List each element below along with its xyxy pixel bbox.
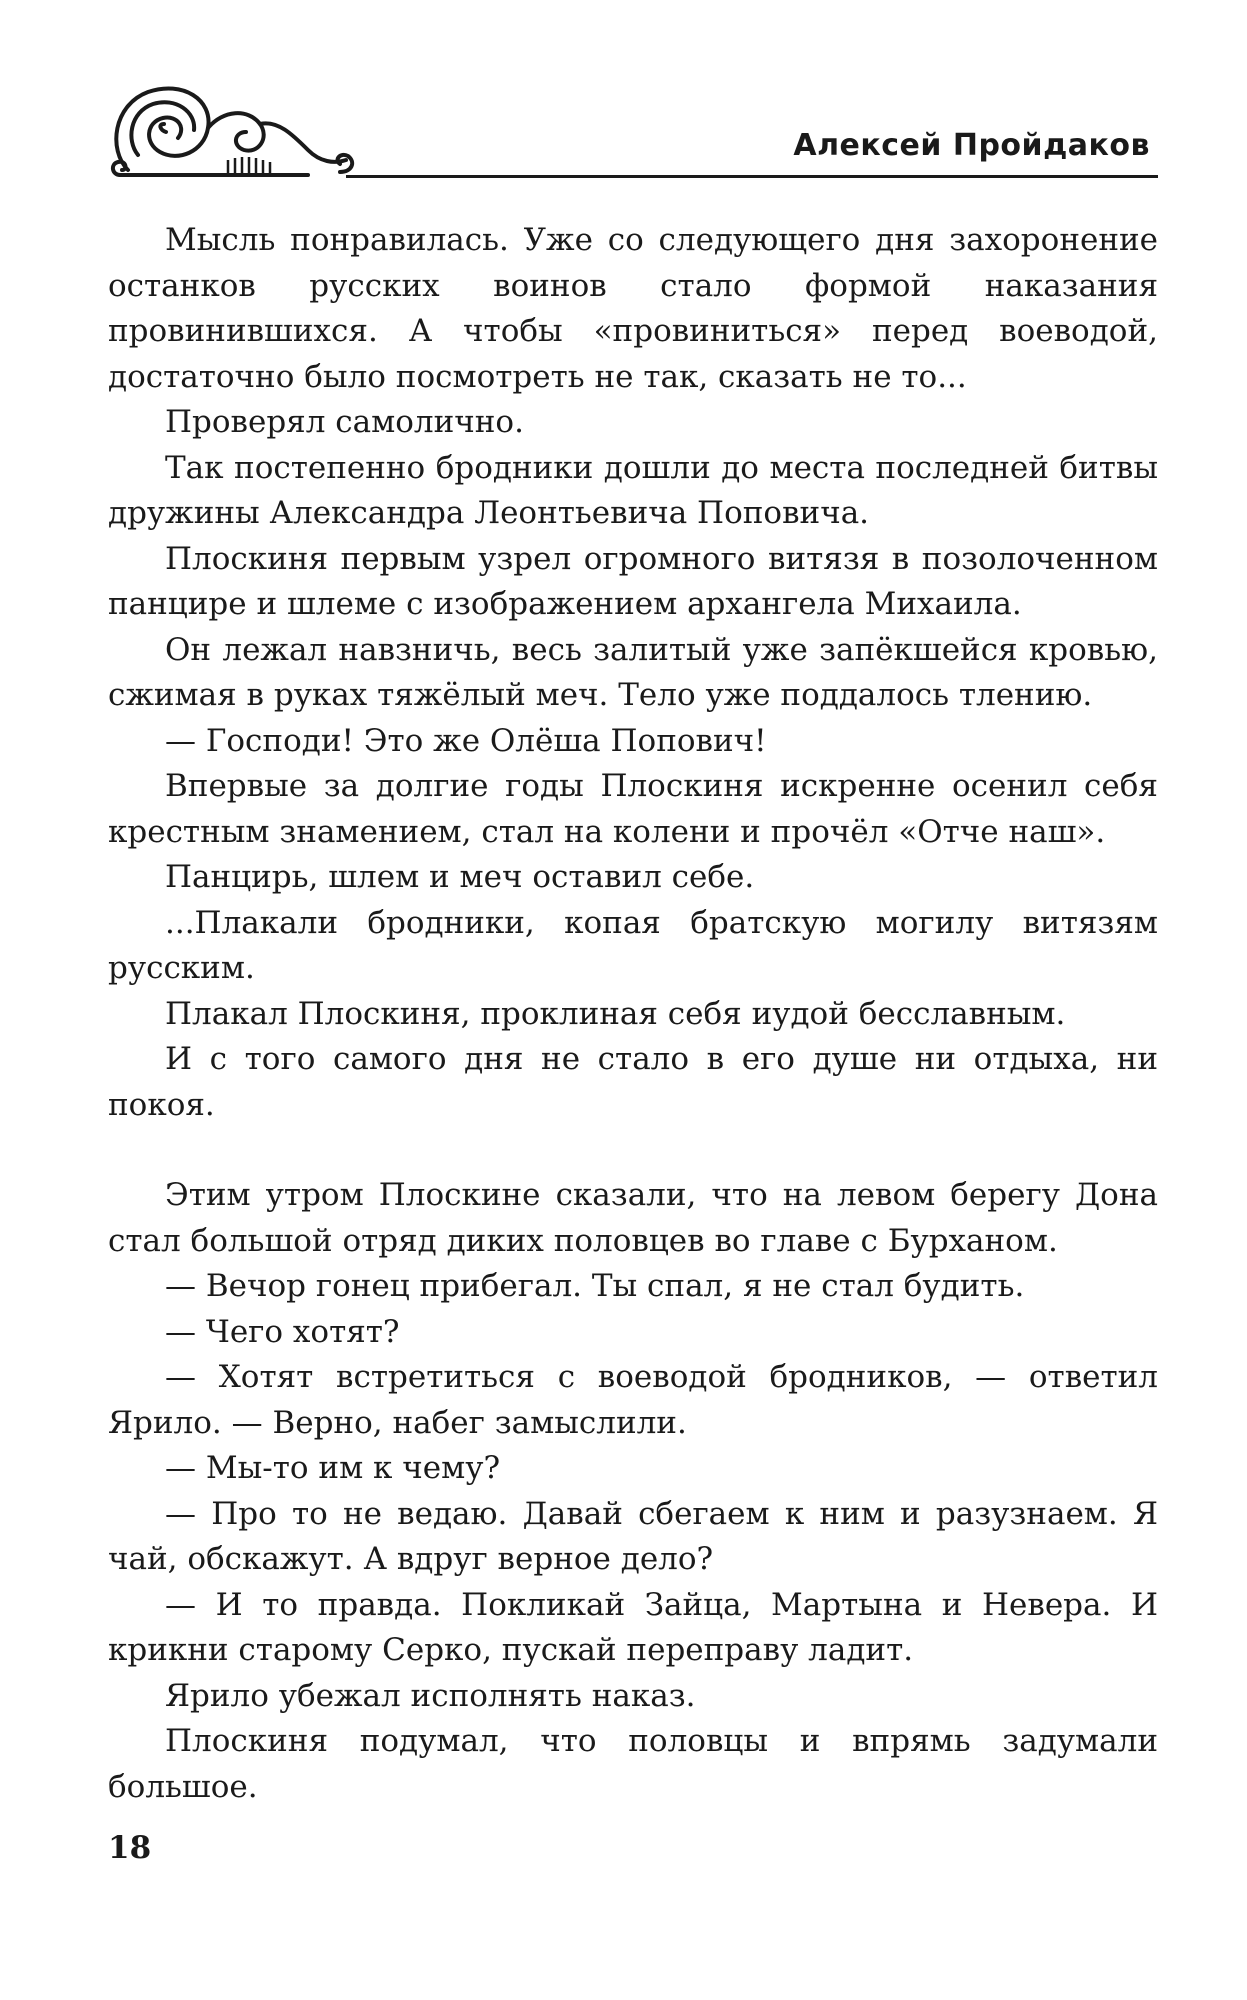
paragraph: — И то правда. Покликай Зайца, Мартына и Невера. И крикни старому Серко, пускай переправу ладит. [108,1586,1158,1668]
scene-break [108,1128,1158,1173]
celtic-knot-ornament-icon [108,80,358,180]
paragraph: Впервые за долгие годы Плоскиня искренне осенил себя крестным знамением, стал на колени и прочёл «Отче наш». [108,768,1158,850]
paragraph: Проверял самолично. [165,404,524,440]
paragraph: — Чего хотят? [165,1313,400,1350]
paragraph: Плоскиня подумал, что половцы и впрямь задумали большое. [108,1723,1158,1805]
paragraph: Ярило убежал исполнять наказ. [165,1677,696,1714]
paragraph: Плоскиня первым узрел огромного витязя в позолоченном панцире и шлеме с изображением архангела Михаила. [108,540,1158,622]
paragraph: — Господи! Это же Олёша Попович! [165,722,767,759]
paragraph: И с того самого дня не стало в его душе ни отдыха, ни покоя. [108,1041,1158,1123]
paragraph: Плакал Плоскиня, проклиная себя иудой бесславным. [165,995,1066,1032]
paragraph: ...Плакали бродники, копая братскую могилу витязям русским. [108,904,1158,986]
header-rule [346,175,1158,178]
paragraph: Мысль понравилась. Уже со следующего дня захоронение останков русских воинов стало формой наказания провинившихся. А чтобы «провиниться» перед воеводой, достаточно было посмотреть не так, сказать не то... [108,222,1158,395]
paragraph: — Вечор гонец прибегал. Ты спал, я не стал будить. [165,1268,1025,1304]
paragraph: Этим утром Плоскине сказали, что на левом берегу Дона стал большой отряд диких половцев во главе с Бурханом. [108,1177,1158,1259]
running-header [108,80,1158,180]
paragraph: — Хотят встретиться с воеводой бродников, — ответил Ярило. — Верно, набег замыслили. [108,1359,1158,1441]
paragraph: — Про то не ведаю. Давай сбегаем к ним и разузнаем. Я чай, обскажут. А вдруг верное дело? [108,1495,1158,1577]
header-author: Алексей Пройдаков [793,128,1150,163]
paragraph: Так постепенно бродники дошли до места последней битвы дружины Александра Леонтьевича Поповича. [108,449,1158,531]
paragraph: — Мы-то им к чему? [165,1450,501,1486]
body-text [108,218,1158,1810]
page-number: 18 [108,1830,152,1866]
paragraph: Панцирь, шлем и меч оставил себе. [165,859,755,895]
paragraph: Он лежал навзничь, весь залитый уже запёкшейся кровью, сжимая в руках тяжёлый меч. Тело уже поддалось тлению. [108,631,1158,713]
